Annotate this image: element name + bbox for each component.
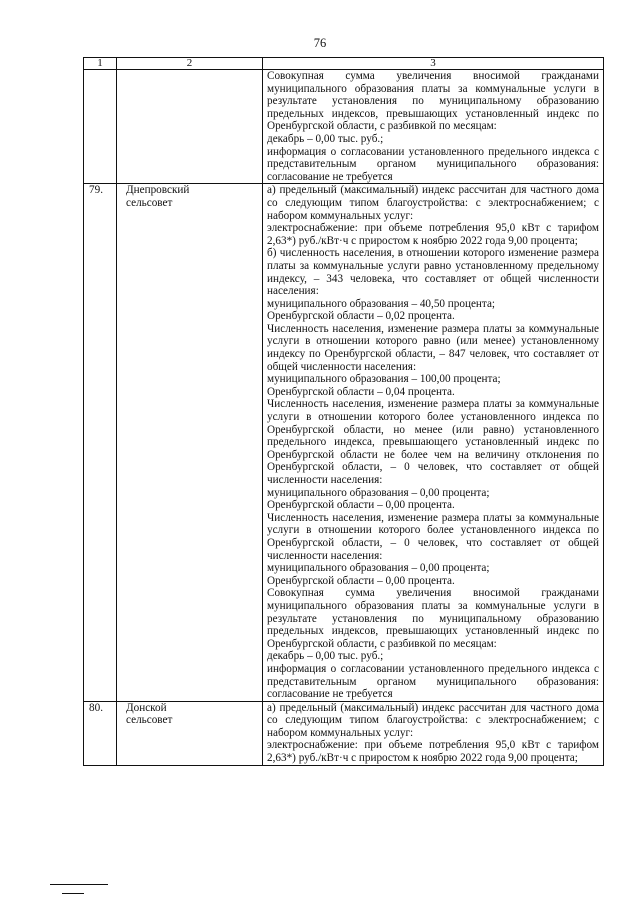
description-paragraph: Оренбургской области – 0,00 процента. — [267, 574, 455, 587]
footnote-separator — [50, 884, 108, 885]
column-number-1: 1 — [84, 58, 117, 70]
description-paragraph: муниципального образования – 100,00 процента; — [267, 373, 501, 386]
description-paragraph: Совокупная сумма увеличения вносимой гражданами муниципального образования платы за коммунальные услуги в результате установления по муниципальному образованию предельных индексов, превышающих установленный индекс по Оренбургской области, с разбивкой по месяцам: — [267, 70, 599, 133]
description-paragraph: Численность населения, изменение размера платы за коммунальные услуги в отношении которого более установленного индекса по Оренбургской области, – 0 человек, что составляет от общей численности населения: — [267, 511, 599, 562]
description-paragraph: электроснабжение: при объеме потребления 95,0 кВт с тарифом 2,63*) руб./кВт·ч с приростом к ноябрю 2022 года 9,00 процента; — [267, 222, 599, 247]
description-paragraph: муниципального образования – 40,50 процента; — [267, 297, 496, 310]
row-number: 79. — [84, 184, 117, 701]
table-row — [84, 70, 604, 184]
table-row — [84, 184, 604, 701]
page-number: 76 — [313, 36, 327, 50]
table-row — [84, 701, 604, 765]
municipality-name: Донской сельсовет — [117, 701, 263, 765]
description-paragraph: Численность населения, изменение размера платы за коммунальные услуги в отношении которого более установленного индекса по Оренбургской области, но менее (или равно) установленного предельного индекса, превышающего установленный индекс по Оренбургской области не более чем на величину отклонения по Оренбургской области, – 0 человек, что составляет от общей численности населения: — [267, 398, 599, 486]
description-paragraph: информация о согласовании установленного предельного индекса с представительным органом муниципального образования: согласование не требуется — [267, 145, 599, 183]
description-paragraph: б) численность населения, в отношении которого изменение размера платы за коммунальные услуги равно установленному предельному индексу, – 343 человека, что составляет от общей численности населения: — [267, 247, 599, 298]
row-number: 80. — [84, 701, 117, 765]
column-number-3: 3 — [263, 58, 604, 70]
description-paragraph: электроснабжение: при объеме потребления 95,0 кВт с тарифом 2,63*) руб./кВт·ч с приростом к ноябрю 2022 года 9,00 процента; — [267, 739, 599, 765]
footnote-separator-short — [62, 893, 84, 894]
description-paragraph: информация о согласовании установленного предельного индекса с представительным органом муниципального образования: согласование не требуется — [267, 662, 599, 701]
row-number — [84, 70, 117, 184]
description-paragraph: Оренбургской области – 0,00 процента. — [267, 499, 455, 512]
municipal-index-table — [83, 57, 604, 766]
column-number-2: 2 — [117, 58, 263, 70]
municipality-name — [117, 70, 263, 184]
description-paragraph: Оренбургской области – 0,02 процента. — [267, 310, 455, 323]
description-paragraph: муниципального образования – 0,00 процента; — [267, 562, 490, 575]
description-paragraph: Совокупная сумма увеличения вносимой гражданами муниципального образования платы за коммунальные услуги в результате установления по муниципальному образованию предельных индексов, превышающих установленный индекс по Оренбургской области, с разбивкой по месяцам: — [267, 587, 599, 650]
index-description — [263, 70, 604, 184]
table-body — [84, 58, 604, 766]
description-paragraph: декабрь – 0,00 тыс. руб.; — [267, 132, 384, 145]
description-paragraph: Численность населения, изменение размера платы за коммунальные услуги в отношении которого равно (или менее) установленному индексу по Оренбургской области, – 847 человек, что составляет от общей численности населения: — [267, 322, 599, 373]
description-paragraph: а) предельный (максимальный) индекс рассчитан для частного дома со следующим типом благоустройства: с электроснабжением; с набором коммунальных услуг: — [267, 184, 599, 222]
description-paragraph: декабрь – 0,00 тыс. руб.; — [267, 650, 384, 663]
index-description — [263, 184, 604, 701]
index-description — [263, 701, 604, 765]
description-paragraph: муниципального образования – 0,00 процента; — [267, 486, 490, 499]
description-paragraph: а) предельный (максимальный) индекс рассчитан для частного дома со следующим типом благоустройства: с электроснабжением; с набором коммунальных услуг: — [267, 701, 599, 739]
municipality-name: Днепровский сельсовет — [117, 184, 263, 701]
description-paragraph: Оренбургской области – 0,04 процента. — [267, 385, 455, 398]
column-number-row — [84, 58, 604, 70]
